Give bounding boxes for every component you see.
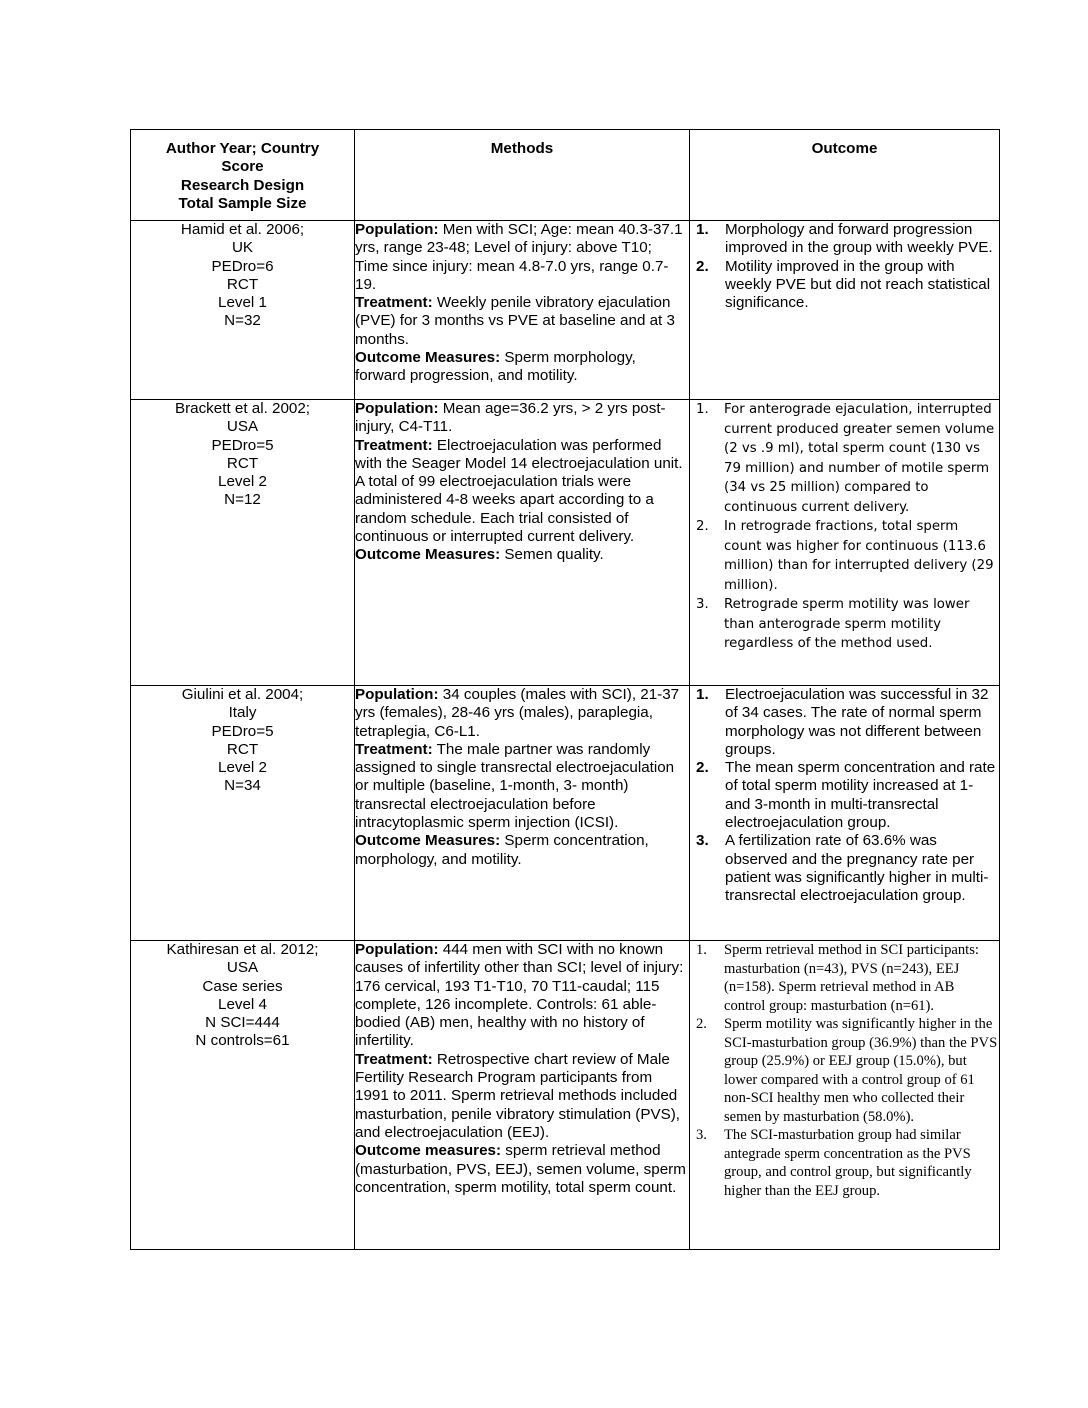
outcome-text: In retrograde fractions, total sperm count was higher for continuous (113.6 million) than for interrupted delivery (29 million).	[724, 519, 994, 593]
methods-label: Population:	[355, 686, 439, 703]
outcome-item	[690, 759, 999, 832]
study-cell	[131, 400, 355, 686]
study-line: N controls=61	[195, 1032, 290, 1050]
outcome-list	[690, 400, 999, 654]
study-line: Kathiresan et al. 2012;	[166, 941, 319, 958]
methods-text: Semen quality.	[500, 546, 604, 564]
header-study-line: Total Sample Size	[178, 194, 307, 212]
header-study-line: Research Design	[180, 176, 305, 194]
methods-item	[355, 400, 689, 437]
header-study	[131, 130, 355, 221]
outcome-cell	[690, 941, 1000, 1250]
study-line: RCT	[226, 740, 259, 758]
methods-label: Population:	[355, 941, 439, 958]
outcome-list	[690, 941, 999, 1200]
outcome-text: Motility improved in the group with weekly PVE but did not reach statistical significance.	[725, 257, 991, 312]
methods-text: Retrospective chart review of Male Fertility Research Program participants from 1991 to 2011. Sperm retrieval methods included masturbation, penile vibratory stimulation (PVS), and electroejaculation (EEJ).	[355, 1050, 680, 1141]
methods-item	[355, 941, 689, 1051]
outcome-item	[690, 1015, 999, 1126]
outcome-text: Morphology and forward progression improved in the group with weekly PVE.	[725, 221, 993, 257]
methods-cell	[355, 686, 690, 941]
methods-label: Treatment:	[355, 740, 433, 758]
methods-label: Population:	[355, 221, 439, 238]
study-line: N=32	[224, 312, 261, 330]
methods-label: Outcome Measures:	[355, 832, 501, 850]
outcome-list	[690, 686, 999, 906]
outcome-text: The SCI-masturbation group had similar antegrade sperm concentration as the PVS group, and control group, but significantly higher than the EEJ group.	[724, 1127, 972, 1199]
study-line: Brackett et al. 2002;	[174, 400, 311, 417]
study-line: USA	[226, 418, 259, 436]
outcome-number: 2.	[696, 519, 709, 534]
outcome-text: Electroejaculation was successful in 32 of 34 cases. The rate of normal sperm morphology was not different between groups.	[725, 686, 989, 758]
methods-item	[355, 294, 689, 349]
study-line: Italy	[228, 704, 257, 722]
methods-text: Sperm morphology, forward progression, and motility.	[355, 349, 636, 385]
methods-label: Treatment:	[355, 436, 433, 454]
outcome-item	[690, 258, 999, 313]
methods-text: Men with SCI; Age: mean 40.3-37.1 yrs, range 23-48; Level of injury: above T10; Time since injury: mean 4.8-7.0 yrs, range 0.7-19.	[355, 221, 683, 293]
methods-item	[355, 546, 689, 564]
outcome-item	[690, 941, 999, 1015]
study-line: N SCI=444	[205, 1014, 280, 1032]
study-line: Level 4	[218, 995, 267, 1013]
methods-label: Outcome Measures:	[355, 546, 501, 564]
outcome-number: 1.	[696, 221, 709, 238]
methods-text: 34 couples (males with SCI), 21-37 yrs (females), 28-46 yrs (males), paraplegia, tetraplegia, C6-L1.	[355, 686, 680, 740]
study-cell	[131, 686, 355, 941]
outcome-item	[690, 832, 999, 905]
header-study-line: Author Year; Country	[165, 140, 320, 157]
table-header-row	[131, 130, 1000, 221]
methods-item	[355, 686, 689, 741]
table-row	[131, 221, 1000, 400]
outcome-text: For anterograde ejaculation, interrupted current produced greater semen volume (2 vs .9 ml), total sperm count (130 vs 79 million) and number of motile sperm (34 vs 25 million) compared to continuous current delivery.	[724, 402, 995, 515]
study-line: Level 2	[218, 473, 267, 491]
study-line: UK	[231, 239, 254, 257]
methods-label: Population:	[355, 400, 439, 417]
methods-item	[355, 1142, 689, 1197]
study-line: PEDro=6	[211, 257, 274, 275]
methods-item	[355, 1051, 689, 1142]
study-line: RCT	[226, 275, 259, 293]
table-row	[131, 686, 1000, 941]
outcome-number: 2.	[696, 1016, 707, 1032]
outcome-number: 1.	[696, 402, 709, 417]
table-row	[131, 400, 1000, 686]
study-line: Giulini et al. 2004;	[181, 686, 304, 703]
study-line: Level 2	[218, 759, 267, 777]
study-line: N=12	[224, 491, 261, 509]
study-line: Level 1	[218, 294, 267, 312]
outcome-number: 3.	[696, 597, 709, 612]
study-cell	[131, 221, 355, 400]
study-line: Case series	[202, 977, 283, 995]
methods-label: Treatment:	[355, 294, 433, 312]
outcome-text: A fertilization rate of 63.6% was observed and the pregnancy rate per patient was significantly higher in multi-transrectal electroejaculation group.	[725, 832, 989, 905]
outcome-number: 1.	[696, 686, 709, 703]
methods-cell	[355, 221, 690, 400]
evidence-table	[130, 129, 1000, 1250]
methods-text: Mean age=36.2 yrs, > 2 yrs post-injury, C4-T11.	[355, 400, 666, 436]
methods-item	[355, 437, 689, 547]
outcome-number: 3.	[696, 1127, 707, 1143]
methods-label: Treatment:	[355, 1050, 433, 1068]
methods-text: sperm retrieval method (masturbation, PVS, EEJ), semen volume, sperm concentration, sperm motility, total sperm count.	[355, 1142, 686, 1196]
outcome-text: Sperm motility was significantly higher in the SCI-masturbation group (36.9%) than the PVS group (25.9%) or EEJ group (15.0%), but lower compared with a control group of 61 non-SCI healthy men who collected their semen by masturbation (58.0%).	[724, 1016, 998, 1125]
outcome-number: 2.	[696, 257, 709, 275]
methods-text: Sperm concentration, morphology, and motility.	[355, 832, 649, 868]
outcome-cell	[690, 221, 1000, 400]
methods-item	[355, 349, 689, 386]
study-line: PEDro=5	[211, 722, 274, 740]
methods-cell	[355, 941, 690, 1250]
outcome-item	[690, 595, 999, 654]
outcome-item	[690, 686, 999, 759]
methods-item	[355, 832, 689, 869]
methods-item	[355, 221, 689, 294]
study-line: Hamid et al. 2006;	[180, 221, 305, 238]
outcome-cell	[690, 400, 1000, 686]
study-line: USA	[226, 959, 259, 977]
methods-cell	[355, 400, 690, 686]
methods-item	[355, 741, 689, 832]
outcome-text: The mean sperm concentration and rate of total sperm motility increased at 1- and 3-month in multi-transrectal electroejaculation group.	[725, 759, 996, 832]
methods-text: Electroejaculation was performed with the Seager Model 14 electroejaculation unit. A total of 99 electroejaculation trials were administered 4-8 weeks apart according to a random schedule. Each trial consisted of continuous or interrupted current delivery.	[355, 436, 683, 546]
study-line: RCT	[226, 454, 259, 472]
methods-label: Outcome Measures:	[355, 349, 501, 367]
outcome-item	[690, 517, 999, 595]
study-line: N=34	[224, 777, 261, 795]
methods-text: The male partner was randomly assigned to single transrectal electroejaculation or multiple (baseline, 1-month, 3- month) transrectal electroejaculation before intracytoplasmic sperm injection (ICSI).	[355, 740, 675, 832]
outcome-item	[690, 400, 999, 517]
outcome-text: Retrograde sperm motility was lower than anterograde sperm motility regardless of the method used.	[724, 597, 970, 651]
outcome-item	[690, 1126, 999, 1200]
header-study-line: Score	[221, 158, 264, 176]
methods-label: Outcome measures:	[355, 1142, 502, 1160]
study-line: PEDro=5	[211, 436, 274, 454]
study-cell	[131, 941, 355, 1250]
header-outcome: Outcome	[690, 130, 1000, 221]
outcome-cell	[690, 686, 1000, 941]
methods-text: Weekly penile vibratory ejaculation (PVE) for 3 months vs PVE at baseline and at 3 months.	[355, 294, 675, 348]
outcome-list	[690, 221, 999, 312]
table-row	[131, 941, 1000, 1250]
outcome-number: 3.	[696, 832, 709, 850]
outcome-number: 1.	[696, 942, 707, 958]
header-methods: Methods	[355, 130, 690, 221]
outcome-number: 2.	[696, 759, 709, 777]
outcome-text: Sperm retrieval method in SCI participants: masturbation (n=43), PVS (n=243), EEJ (n=158). Sperm retrieval method in AB control group: masturbation (n=61).	[724, 942, 979, 1014]
outcome-item	[690, 221, 999, 258]
methods-text: 444 men with SCI with no known causes of infertility other than SCI; level of injury: 176 cervical, 193 T1-T10, 70 T11-caudal; 115 complete, 126 incomplete. Controls: 61 able-bodied (AB) men, healthy with no history of infertility.	[355, 941, 684, 1050]
